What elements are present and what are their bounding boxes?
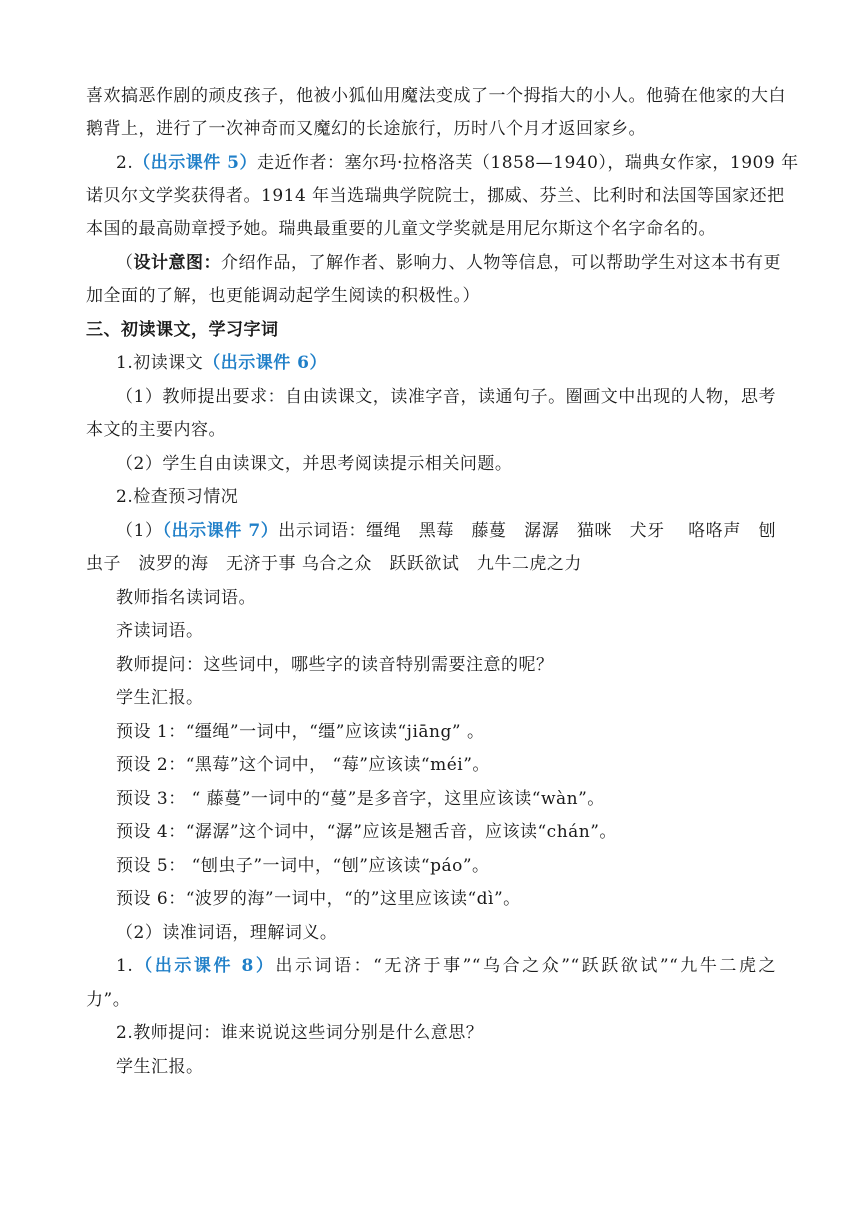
text: 介绍作品，了解作者、影响力、人物等信息，可以帮助学生对这本书有更 — [221, 253, 781, 273]
preset-line: 预设 5： “刨虫子”一词中，“刨”应该读“páo”。 — [116, 856, 490, 876]
step-line: 2.检查预习情况 — [116, 487, 239, 507]
paragraph-line: （2）读准词语，理解词义。 — [116, 923, 338, 943]
item-number: 1. — [116, 956, 134, 976]
design-open-paren: （ — [116, 253, 134, 273]
item-number: 2. — [116, 153, 134, 173]
paragraph-line: 学生汇报。 — [116, 1057, 204, 1077]
paragraph-line: （2）学生自由读课文，并思考阅读提示相关问题。 — [116, 454, 513, 474]
preset-line: 预设 3： “ 藤蔓”一词中的“蔓”是多音字，这里应该读“wàn”。 — [116, 789, 605, 809]
preset-line: 预设 2：“黑莓”这个词中， “莓”应该读“méi”。 — [116, 755, 490, 775]
text: 出示词语：缰绳 黑莓 藤蔓 潺潺 猫咪 犬牙 咯咯声 刨 — [278, 521, 776, 541]
paragraph-line: 力”。 — [86, 990, 131, 1010]
paragraph-line: 学生汇报。 — [116, 688, 204, 708]
paragraph-line: 诺贝尔文学奖获得者。1914 年当选瑞典学院院士，挪威、芬兰、比利时和法国等国家还把 — [86, 186, 785, 206]
step-line — [116, 351, 327, 375]
paragraph-line: 本国的最高勋章授予她。瑞典最重要的儿童文学奖就是用尼尔斯这个名字命名的。 — [86, 219, 716, 239]
word-list-line — [116, 954, 776, 978]
paragraph-line: 本文的主要内容。 — [86, 420, 226, 440]
paragraph-line: 鹅背上，进行了一次神奇而又魔幻的长途旅行，历时八个月才返回家乡。 — [86, 119, 646, 139]
paragraph-line: （1）教师提出要求：自由读课文，读准字音，读通句子。圈画文中出现的人物，思考 — [116, 387, 776, 407]
text: 出示词语：“无济于事”“乌合之众”“跃跃欲试”“九牛二虎之 — [275, 956, 777, 976]
courseware-tag: （出示课件 5） — [133, 153, 257, 173]
word-list-line: 虫子 波罗的海 无济于事 乌合之众 跃跃欲试 九牛二虎之力 — [86, 554, 582, 574]
section-heading: 三、初读课文，学习字词 — [86, 320, 279, 340]
preset-line: 预设 1：“缰绳”一词中，“缰”应该读“jiāng” 。 — [116, 722, 485, 742]
paragraph-line: 教师指名读词语。 — [116, 588, 256, 608]
author-intro-line — [116, 151, 799, 175]
preset-line: 预设 4：“潺潺”这个词中，“潺”应该是翘舌音，应该读“chán”。 — [116, 822, 617, 842]
text: 走近作者：塞尔玛·拉格洛芙（1858—1940），瑞典女作家，1909 年 — [256, 153, 799, 173]
courseware-tag: （出示课件 8） — [133, 956, 276, 976]
courseware-tag: （出示课件 6） — [203, 353, 327, 373]
courseware-tag: （出示课件 7） — [162, 521, 279, 541]
paragraph-line: 2.教师提问：谁来说说这些词分别是什么意思？ — [116, 1023, 484, 1043]
text: 1.初读课文 — [116, 353, 204, 373]
item-number: （1） — [116, 521, 163, 541]
design-intent-label: 设计意图： — [133, 253, 221, 273]
preset-line: 预设 6：“波罗的海”一词中，“的”这里应该读“dì”。 — [116, 889, 521, 909]
paragraph-line: 喜欢搞恶作剧的顽皮孩子，他被小狐仙用魔法变成了一个拇指大的小人。他骑在他家的大白 — [86, 86, 786, 106]
word-list-line — [116, 519, 776, 543]
design-intent-line — [116, 251, 781, 275]
paragraph-line: 齐读词语。 — [116, 621, 204, 641]
design-intent-line: 加全面的了解，也更能调动起学生阅读的积极性。） — [86, 286, 480, 306]
paragraph-line: 教师提问：这些词中，哪些字的读音特别需要注意的呢？ — [116, 655, 554, 675]
